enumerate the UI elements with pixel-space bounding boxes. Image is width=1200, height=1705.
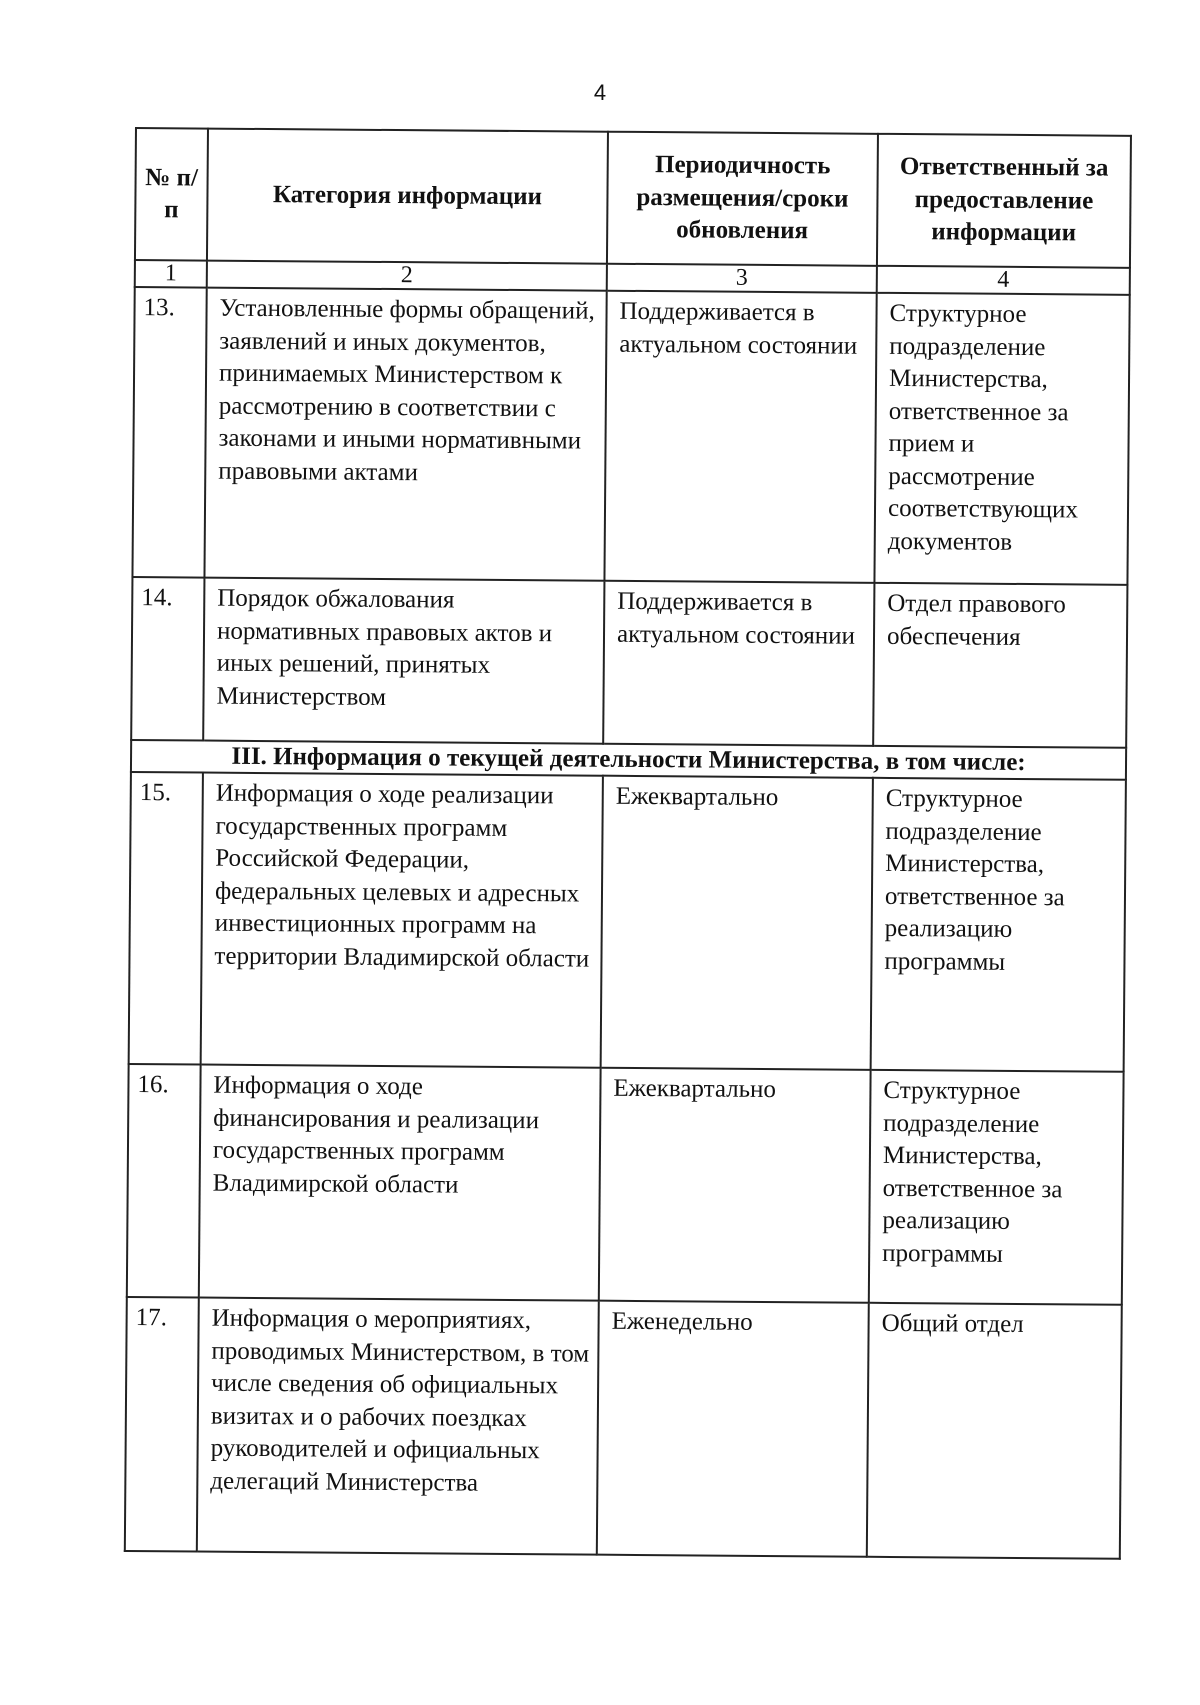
table-header-row [135,128,1131,268]
row-category: Информация о ходе финансирования и реализации государственных программ Владимирской области [199,1065,601,1301]
row-periodicity: Поддерживается в актуальном состоянии [603,581,874,746]
table-row [127,1064,1124,1305]
row-periodicity: Ежеквартально [601,776,873,1070]
document-table-container [124,127,1130,1560]
page-number: 4 [593,80,607,105]
header-category: Категория информации [207,129,608,264]
row-responsible: Структурное подразделение Министерства, ответственное за реализацию программы [869,1070,1124,1305]
row-responsible: Структурное подразделение Министерства, ответственное за реализацию программы [871,778,1126,1072]
column-number: 1 [135,260,207,288]
row-number: 16. [127,1064,201,1298]
row-number: 13. [132,287,206,578]
row-periodicity: Ежеквартально [599,1068,871,1303]
row-number: 14. [131,577,204,741]
column-number: 4 [877,266,1130,295]
row-responsible: Структурное подразделение Министерства, ответственное за прием и рассмотрение соответствующих документов [874,293,1129,585]
row-periodicity: Еженедельно [597,1301,869,1557]
section-title: III. Информация о текущей деятельности Министерства, в том числе: [131,740,1126,780]
information-table [124,127,1132,1560]
row-periodicity: Поддерживается в актуальном состоянии [604,291,876,583]
column-number: 3 [607,264,877,293]
table-row [132,287,1129,585]
row-number: 15. [129,772,203,1065]
row-category: Информация о мероприятиях, проводимых Министерством, в том числе сведения об официальных визитах и о рабочих поездках руководителей и официальных делегаций Министерства [197,1298,599,1555]
header-responsible: Ответственный за предоставление информации [877,134,1131,268]
table-row [125,1297,1122,1559]
header-periodicity: Периодичность размещения/сроки обновления [607,132,878,266]
row-responsible: Отдел правового обеспечения [873,583,1127,748]
header-number: № п/п [135,128,208,261]
row-number: 17. [125,1297,199,1552]
row-responsible: Общий отдел [867,1303,1122,1559]
row-category: Установленные формы обращений, заявлений и иных документов, принимаемых Министерством к рассмотрению в соответствии с законами и иными нормативными правовыми актами [204,288,606,581]
row-category: Порядок обжалования нормативных правовых актов и иных решений, принятых Министерством [203,578,604,744]
row-category: Информация о ходе реализации государственных программ Российской Федерации, федеральных целевых и адресных инвестиционных программ на территории Владимирской области [201,773,603,1068]
table-row [129,772,1126,1072]
table-row [131,577,1127,748]
column-number: 2 [207,261,607,291]
